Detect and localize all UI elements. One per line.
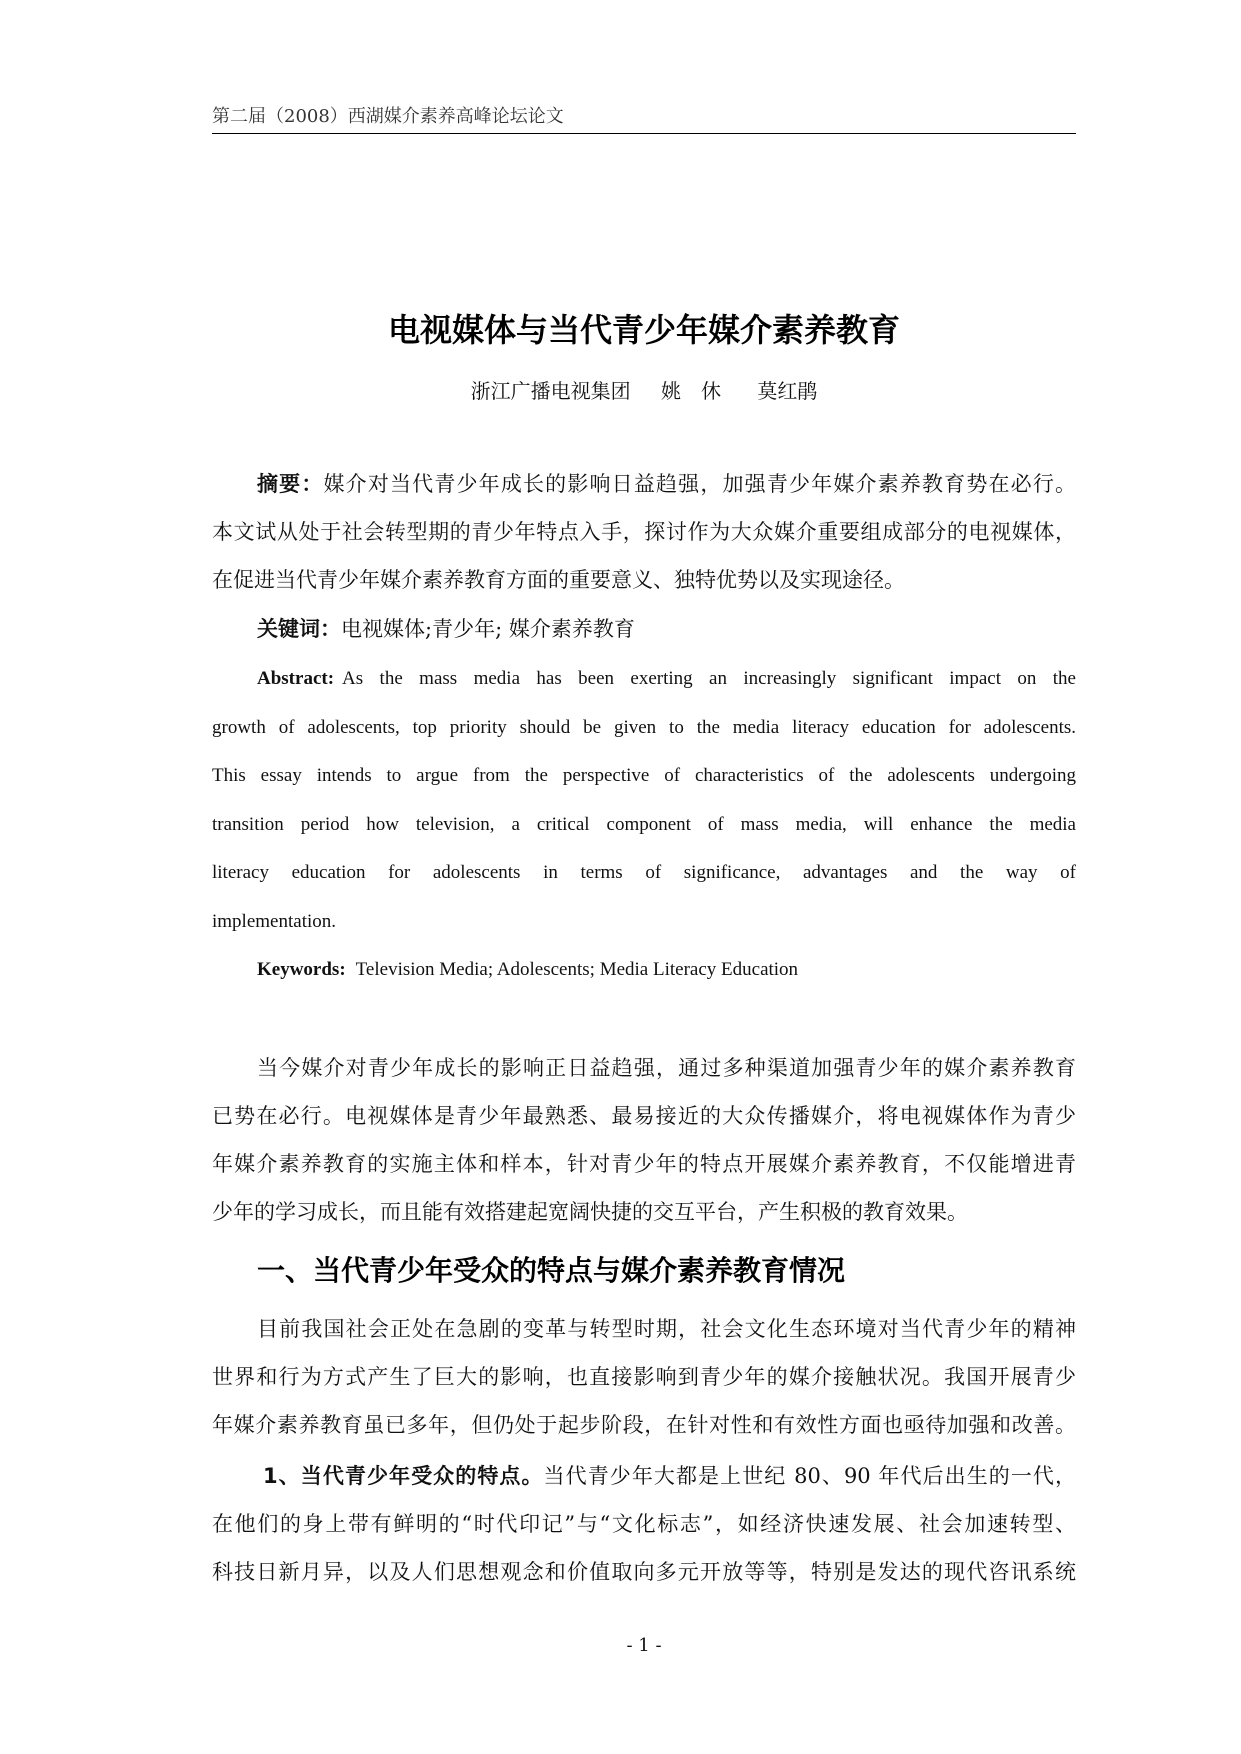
abstract-cn-text: 媒介对当代青少年成长的影响日益趋强，加强青少年媒介素养教育势在必行。 xyxy=(323,472,1076,496)
author-affiliation: 浙江广播电视集团 xyxy=(470,379,631,403)
keywords-en-text: Television Media; Adolescents; Media Literacy Education xyxy=(355,959,799,980)
subsection-text: 当代青少年大都是上世纪 80、90 年代后出生的一代， xyxy=(543,1464,1076,1488)
subsection-heading: 1、当代青少年受众的特点。 xyxy=(263,1464,544,1488)
abstract-en-line: This essay intends to argue from the perspective of characteristics of the adolescents undergoing xyxy=(212,765,1076,787)
paragraph-line: 年媒介素养教育虽已多年，但仍处于起步阶段，在针对性和有效性方面也亟待加强和改善。 xyxy=(212,1413,1076,1437)
abstract-en-label: Abstract: xyxy=(257,668,335,689)
author-line xyxy=(212,378,1076,404)
keywords-cn-line xyxy=(212,605,1076,653)
abstract-en-text: As the mass media has been exerting an increasingly significant impact on the xyxy=(342,668,1076,689)
keywords-en-line xyxy=(212,946,1076,995)
intro-paragraph xyxy=(212,1044,1076,1236)
paragraph-line: 少年的学习成长，而且能有效搭建起宽阔快捷的交互平台，产生积极的教育效果。 xyxy=(212,1200,968,1224)
paragraph-line: 当今媒介对青少年成长的影响正日益趋强，通过多种渠道加强青少年的媒介素养教育 xyxy=(257,1056,1076,1080)
abstract-en-line xyxy=(212,655,1076,704)
subsection-paragraph xyxy=(212,1452,1076,1596)
author-name: 莫红鹃 xyxy=(757,379,818,403)
page-number: - 1 - xyxy=(626,1635,662,1656)
abstract-en xyxy=(212,655,1076,947)
abstract-cn-line: 在促进当代青少年媒介素养教育方面的重要意义、独特优势以及实现途径。 xyxy=(212,568,905,592)
paragraph-line: 目前我国社会正处在急剧的变革与转型时期，社会文化生态环境对当代青少年的精神 xyxy=(257,1317,1076,1341)
header-rule xyxy=(212,133,1076,134)
abstract-cn xyxy=(212,460,1076,604)
abstract-en-line: implementation. xyxy=(212,910,337,932)
paragraph-line xyxy=(212,1452,1076,1500)
keywords-en xyxy=(212,946,1076,995)
paragraph-line: 科技日新月异，以及人们思想观念和价值取向多元开放等等，特别是发达的现代咨讯系统 xyxy=(212,1560,1076,1584)
author-name: 姚 休 xyxy=(661,379,721,403)
abstract-en-line: growth of adolescents, top priority should be given to the media literacy education for adolescents. xyxy=(212,716,1076,738)
paper-title: 电视媒体与当代青少年媒介素养教育 xyxy=(387,311,900,349)
keywords-cn-label: 关键词： xyxy=(257,617,341,641)
abstract-en-line: transition period how television, a critical component of mass media, will enhance the media xyxy=(212,813,1076,835)
abstract-cn-label: 摘要： xyxy=(257,472,324,496)
abstract-cn-line xyxy=(212,460,1076,508)
keywords-en-label: Keywords: xyxy=(257,959,346,980)
section-heading: 一、当代青少年受众的特点与媒介素养教育情况 xyxy=(257,1254,846,1287)
paragraph-line: 已势在必行。电视媒体是青少年最熟悉、最易接近的大众传播媒介，将电视媒体作为青少 xyxy=(212,1104,1076,1128)
keywords-cn-text: 电视媒体;青少年; 媒介素养教育 xyxy=(341,617,635,641)
paragraph-line: 在他们的身上带有鲜明的“时代印记”与“文化标志”，如经济快速发展、社会加速转型、 xyxy=(212,1512,1076,1536)
section-paragraph xyxy=(212,1305,1076,1449)
running-header: 第二届（2008）西湖媒介素养高峰论坛论文 xyxy=(212,106,564,127)
abstract-cn-line: 本文试从处于社会转型期的青少年特点入手，探讨作为大众媒介重要组成部分的电视媒体， xyxy=(212,520,1076,544)
paragraph-line: 世界和行为方式产生了巨大的影响，也直接影响到青少年的媒介接触状况。我国开展青少 xyxy=(212,1365,1076,1389)
abstract-en-line: literacy education for adolescents in terms of significance, advantages and the way of xyxy=(212,862,1076,884)
paragraph-line: 年媒介素养教育的实施主体和样本，针对青少年的特点开展媒介素养教育，不仅能增进青 xyxy=(212,1152,1076,1176)
keywords-cn xyxy=(212,605,1076,653)
